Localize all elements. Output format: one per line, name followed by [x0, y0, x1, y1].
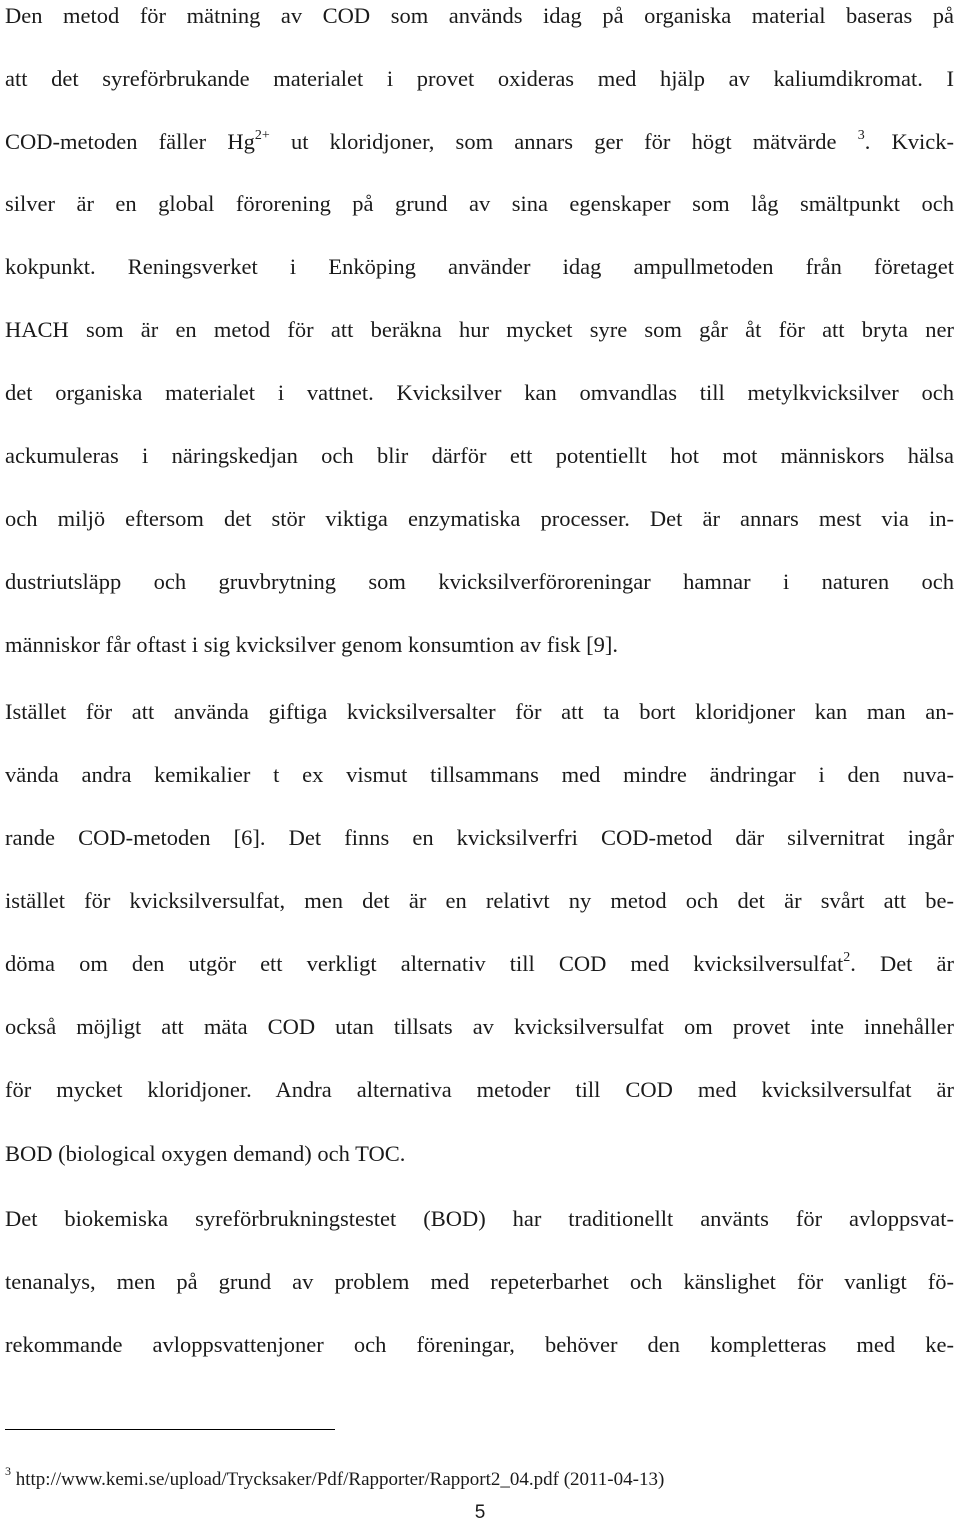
body-text-line [5, 128, 954, 156]
body-text-line: silver är en global förorening på grund av sina egenskaper som låg smältpunkt och [5, 191, 954, 216]
text-segment: COD-metoden fäller Hg [5, 129, 255, 154]
body-text-line: dustriutsläpp och gruvbrytning som kvicksilverföroreningar hamnar i naturen och [5, 569, 954, 594]
body-text-line: vända andra kemikalier t ex vismut tillsammans med mindre ändringar i den nuva- [5, 762, 954, 787]
text-segment: . Det är [850, 951, 954, 976]
body-text-line: att det syreförbrukande materialet i provet oxideras med hjälp av kaliumdikromat. I [5, 66, 954, 91]
body-text-line: rande COD-metoden [6]. Det finns en kvicksilverfri COD-metod där silvernitrat ingår [5, 825, 954, 850]
footnote-marker: 3 [5, 1463, 11, 1478]
body-text-line: människor får oftast i sig kvicksilver genom konsumtion av fisk [9]. [5, 632, 619, 657]
text-segment: . Kvick- [864, 129, 954, 154]
body-text-line [5, 950, 954, 978]
body-text-line: och miljö eftersom det stör viktiga enzymatiska processer. Det är annars mest via in- [5, 506, 954, 531]
superscript: 2+ [254, 127, 270, 143]
footnote-url[interactable]: http://www.kemi.se/upload/Trycksaker/Pdf/Rapporter/Rapport2_04.pdf (2011-04-13) [11, 1469, 665, 1490]
footnote-reference: 3 [857, 127, 865, 143]
body-text-line: HACH som är en metod för att beräkna hur mycket syre som går åt för att bryta ner [5, 317, 954, 342]
text-segment: ut kloridjoner, som annars ger för högt mätvärde [269, 129, 858, 154]
text-segment: döma om den utgör ett verkligt alternativ till COD med kvicksilversulfat [5, 951, 844, 976]
body-text-line: tenanalys, men på grund av problem med repeterbarhet och känslighet för vanligt fö- [5, 1269, 954, 1294]
page-number: 5 [474, 1502, 486, 1523]
body-text-line: istället för kvicksilversulfat, men det är en relativt ny metod och det är svårt att be- [5, 888, 954, 913]
body-text-line: kokpunkt. Reningsverket i Enköping använder idag ampullmetoden från företaget [5, 254, 954, 279]
superscript: 2 [843, 949, 851, 965]
body-text-line: BOD (biological oxygen demand) och TOC. [5, 1141, 406, 1166]
body-text-line: ackumuleras i näringskedjan och blir därför ett potentiellt hot mot människors hälsa [5, 443, 954, 468]
body-text-line: det organiska materialet i vattnet. Kvicksilver kan omvandlas till metylkvicksilver och [5, 380, 954, 405]
body-text-line: Istället för att använda giftiga kvicksilversalter för att ta bort kloridjoner kan man an- [5, 699, 954, 724]
footnote-separator [5, 1429, 335, 1430]
body-text-line: för mycket kloridjoner. Andra alternativa metoder till COD med kvicksilversulfat är [5, 1077, 954, 1102]
body-text-line: Det biokemiska syreförbrukningstestet (BOD) har traditionellt använts för avloppsvat- [5, 1206, 954, 1231]
body-text-line: också möjligt att mäta COD utan tillsats av kvicksilversulfat om provet inte innehåller [5, 1014, 954, 1039]
body-text-line: rekommande avloppsvattenjoner och föreningar, behöver den kompletteras med ke- [5, 1332, 954, 1357]
body-text-line: Den metod för mätning av COD som används idag på organiska material baseras på [5, 3, 954, 28]
footnote [5, 1463, 665, 1492]
